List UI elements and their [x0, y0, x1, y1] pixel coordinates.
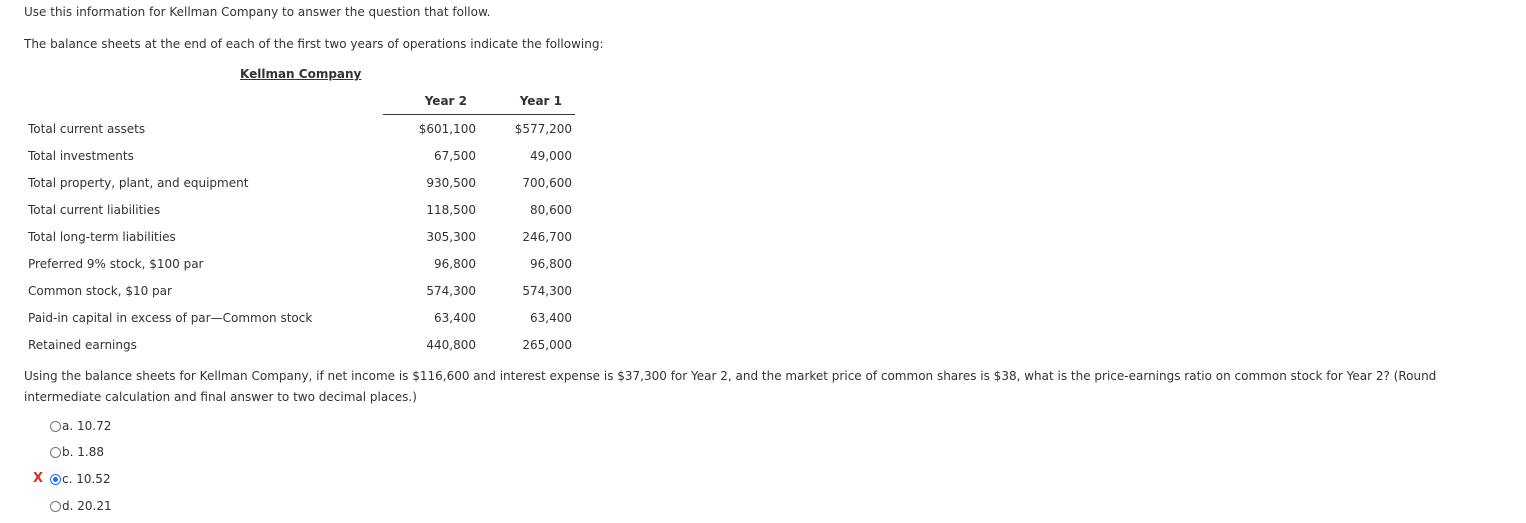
year1-value: 700,600: [522, 176, 572, 190]
column-header-year2: Year 2: [424, 94, 467, 108]
year2-value: 574,300: [426, 284, 476, 298]
year2-value: 118,500: [426, 203, 476, 217]
answer-option-b[interactable]: [50, 445, 104, 459]
option-label: d. 20.21: [62, 499, 112, 513]
option-label: c. 10.52: [62, 472, 111, 486]
radio-button[interactable]: [50, 421, 61, 432]
year2-value: 67,500: [434, 149, 476, 163]
year1-value: 96,800: [530, 257, 572, 271]
header-underline: [383, 114, 575, 115]
option-label: a. 10.72: [62, 419, 112, 433]
year2-value: 63,400: [434, 311, 476, 325]
answer-option-c[interactable]: [50, 472, 111, 486]
row-label: Total current assets: [28, 122, 146, 136]
row-label: Common stock, $10 par: [28, 284, 172, 298]
year2-value: 440,800: [426, 338, 476, 352]
year1-value: 80,600: [530, 203, 572, 217]
question-text: Using the balance sheets for Kellman Company, if net income is $116,600 and interest expense is $37,300 for Year 2, and the market price of common shares is $38, what is the price-earnings ratio on common stock for Year 2? (Round intermediate calculation and final answer to two decimal places.): [24, 369, 1437, 404]
year1-value: $577,200: [514, 122, 572, 136]
intro-text: Use this information for Kellman Company to answer the question that follow.: [24, 5, 491, 19]
year1-value: 265,000: [522, 338, 572, 352]
radio-button[interactable]: [50, 501, 61, 512]
column-header-year1: Year 1: [519, 94, 562, 108]
year1-value: 574,300: [522, 284, 572, 298]
answer-option-d[interactable]: [50, 499, 112, 513]
year1-value: 49,000: [530, 149, 572, 163]
balance-sheet-intro: The balance sheets at the end of each of the first two years of operations indicate the following:: [24, 37, 604, 51]
incorrect-mark-icon: X: [33, 471, 44, 486]
company-name: Kellman Company: [240, 67, 362, 81]
year2-value: 305,300: [426, 230, 476, 244]
row-label: Total property, plant, and equipment: [28, 176, 249, 190]
year2-value: $601,100: [418, 122, 476, 136]
row-label: Paid-in capital in excess of par—Common stock: [28, 311, 313, 325]
year2-value: 930,500: [426, 176, 476, 190]
year1-value: 63,400: [530, 311, 572, 325]
option-label: b. 1.88: [62, 445, 104, 459]
row-label: Total long-term liabilities: [28, 230, 176, 244]
radio-button-selected[interactable]: [50, 474, 61, 485]
year2-value: 96,800: [434, 257, 476, 271]
row-label: Preferred 9% stock, $100 par: [28, 257, 204, 271]
row-label: Retained earnings: [28, 338, 137, 352]
row-label: Total investments: [28, 149, 134, 163]
row-label: Total current liabilities: [28, 203, 161, 217]
radio-button[interactable]: [50, 447, 61, 458]
answer-option-a[interactable]: [50, 419, 111, 433]
year1-value: 246,700: [522, 230, 572, 244]
